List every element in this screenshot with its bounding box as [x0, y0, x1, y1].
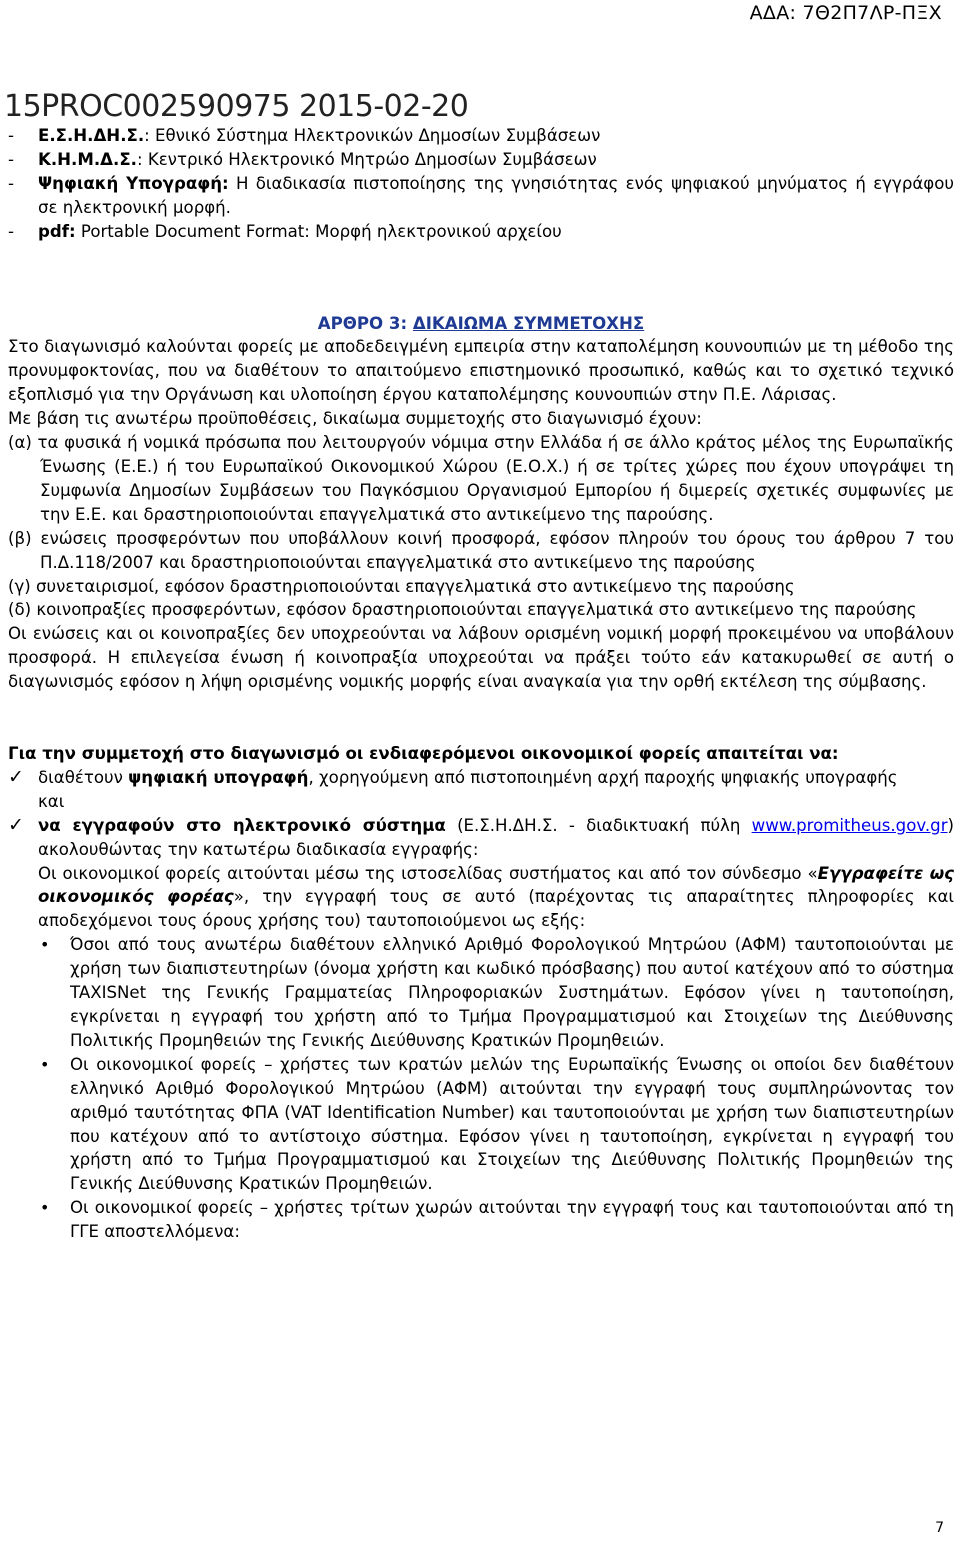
eligible-item: (δ) κοινοπραξίες προσφερόντων, εφόσον δραστηριοποιούνται επαγγελματικά στο αντικείμενο της παρούσης [8, 600, 917, 620]
dash-marker: - [8, 126, 14, 145]
bullet-text: Οι οικονομικοί φορείς – χρήστες των κρατών μελών της Ευρωπαϊκής Ένωσης οι οποίοι δεν διαθέτουν ελληνικό Αριθμό Φορολογικού Μητρώου (ΑΦΜ) αιτούνται την εγγραφή τους συμπληρώνοντας τον αριθμό ταυτότητας ΦΠΑ (VAT Identification Number) και ταυτοποιούνται με χρήση των διαπιστευτηρίων που κατέχουν από το αντίστοιχο σύστημα. Εφόσον γίνει η ταυτοποίηση, εγκρίνεται η εγγραφή του χρήστη από το Τμήμα Προγραμματισμού και Στοιχείων της Διεύθυνσης Πολιτικής Προμηθειών της Γενικής Διεύθυνσης Κρατικών Προμηθειών. [70, 1054, 954, 1194]
definition-text: Η διαδικασία πιστοποίησης της γνησιότητας ενός ψηφιακού μηνύματος ή εγγράφου σε ηλεκτρονική μορφή. [38, 173, 954, 217]
definition-item [8, 172, 954, 220]
eligibility-intro: Με βάση τις ανωτέρω προϋποθέσεις, δικαίωμα συμμετοχής στο διαγωνισμό έχουν: [8, 409, 702, 429]
bullet-text: Οι οικονομικοί φορείς – χρήστες τρίτων χωρών αιτούνται την εγγραφή τους και ταυτοποιούνται από τη ΓΓΕ αποστελλόμενα: [70, 1198, 954, 1242]
intro-paragraph: Στο διαγωνισμό καλούνται φορείς με αποδεδειγμένη εμπειρία στην καταπολέμηση κουνουπιών με τη μέθοδο της προνυμφοκτονίας, που να διαθέτουν το απαιτούμενο επιστημονικό προσωπικό, καθώς και το σχετικό τεχνικό εξοπλισμό για την Οργάνωση και υλοποίηση έργου καταπολέμησης κουνουπιών στην Π.Ε. Λάρισας. [8, 337, 954, 405]
requirement-text: (Ε.Σ.Η.ΔΗ.Σ. - διαδικτυακή πύλη [445, 815, 752, 835]
unions-paragraph: Οι ενώσεις και οι κοινοπραξίες δεν υποχρεούνται να λάβουν ορισμένη νομική μορφή προκειμένου να υποβάλουν προσφορά. Η επιλεγείσα ένωση ή κοινοπραξία υποχρεούται να πράξει τούτο εάν κατακυρωθεί σε αυτή ο διαγωνισμός εφόσον η λήψη ορισμένης νομικής μορφής είναι αναγκαία για την ορθή εκτέλεση της σύμβασης. [8, 624, 954, 692]
document-page [8, 124, 954, 1244]
bullet-text: Όσοι από τους ανωτέρω διαθέτουν ελληνικό Αριθμό Φορολογικού Μητρώου (ΑΦΜ) ταυτοποιούνται με χρήση των διαπιστευτηρίων (όνομα χρήστη και κωδικό πρόσβασης) που αυτοί κατέχουν από το σύστημα TAXISNet της Γενικής Γραμματείας Πληροφοριακών Συστημάτων. Εφόσον γίνει η ταυτοποίηση, εγκρίνεται η εγγραφή του χρήστη από το Τμήμα Προγραμματισμού και Στοιχείων της Διεύθυνσης Πολιτικής Προμηθειών της Γενικής Διεύθυνσης Κρατικών Προμηθειών. [70, 935, 954, 1050]
definition-item [8, 220, 954, 244]
requirement-signature [8, 766, 954, 790]
requirements-heading: Για την συμμετοχή στο διαγωνισμό οι ενδιαφερόμενοι οικονομικοί φορείς απαιτείται να: [8, 744, 839, 764]
definitions-list [8, 124, 954, 244]
definition-item [8, 148, 954, 172]
requirement-registration [8, 814, 954, 862]
protocol-watermark: 15PROC002590975 2015-02-20 [4, 89, 469, 124]
definition-term: Κ.Η.Μ.Δ.Σ. [38, 149, 137, 169]
bullet-icon: • [40, 1198, 50, 1218]
requirement-text: ) ακολουθώντας την κατωτέρω διαδικασία εγγραφής: [38, 815, 955, 859]
registration-text: », την εγγραφή τους σε αυτό (παρέχοντας τις απαραίτητες πληροφορίες και αποδεχόμενοι τους όρους χρήσης του) ταυτοποιούμενοι ως εξής: [38, 887, 955, 931]
requirement-text: διαθέτουν [38, 767, 129, 787]
definition-term: Ε.Σ.Η.ΔΗ.Σ. [38, 126, 145, 145]
dash-marker: - [8, 149, 14, 169]
identification-bullet [8, 1053, 954, 1196]
article-name: ΔΙΚΑΙΩΜΑ ΣΥΜΜΕΤΟΧΗΣ [412, 313, 645, 333]
page-number: 7 [935, 1520, 944, 1536]
requirement-emphasis: να εγγραφούν στο ηλεκτρονικό σύστημα [38, 815, 446, 835]
eligible-item: (γ) συνεταιρισμοί, εφόσον δραστηριοποιούνται επαγγελματικά στο αντικείμενο της παρούσης [8, 576, 795, 596]
definition-text: Portable Document Format: Μορφή ηλεκτρονικού αρχείου [75, 221, 562, 241]
requirement-emphasis: ψηφιακή υπογραφή [128, 767, 309, 787]
bullet-icon: • [40, 1054, 50, 1074]
ada-code: ΑΔΑ: 7Θ2Π7ΛΡ-ΠΞΧ [749, 2, 942, 24]
definition-term: Ψηφιακή Υπογραφή: [38, 173, 229, 193]
article-title [8, 312, 954, 336]
bullet-icon: • [40, 935, 50, 955]
registration-description [8, 862, 954, 934]
eligible-item: (α) τα φυσικά ή νομικά πρόσωπα που λειτουργούν νόμιμα στην Ελλάδα ή σε άλλο κράτος μέλος της Ευρωπαϊκής Ένωσης (Ε.Ε.) ή του Ευρωπαϊκού Οικονομικού Χώρου (Ε.Ο.Χ.) ή σε τρίτες χώρες που έχουν υπογράψει τη Συμφωνία Δημοσίων Συμβάσεων του Παγκόσμιου Οργανισμού Εμπορίου ή διμερείς σχετικές συμφωνίες με την Ε.Ε. και δραστηριοποιούνται επαγγελματικά στο αντικείμενο της παρούσης. [8, 433, 954, 524]
identification-bullet [8, 933, 954, 1053]
conjunction: και [38, 791, 65, 811]
registration-text: Οι οικονομικοί φορείς αιτούνται μέσω της ιστοσελίδας συστήματος και από τον σύνδεσμο « [38, 863, 818, 883]
definition-text: : Εθνικό Σύστημα Ηλεκτρονικών Δημοσίων Συμβάσεων [144, 126, 601, 145]
definition-item [8, 124, 954, 148]
definition-term: pdf: [38, 221, 76, 241]
checkmark-icon: ✓ [8, 813, 24, 836]
requirement-text: , χορηγούμενη από πιστοποιημένη αρχή παροχής ψηφιακής υπογραφής [308, 767, 898, 787]
dash-marker: - [8, 173, 14, 193]
eligible-item: (β) ενώσεις προσφερόντων που υποβάλλουν κοινή προσφορά, εφόσον πληρούν του όρους του άρθρου 7 του Π.Δ.118/2007 και δραστηριοποιούνται επαγγελματικά στο αντικείμενο της παρούσης [8, 528, 954, 572]
dash-marker: - [8, 221, 14, 241]
checkmark-icon: ✓ [8, 765, 24, 788]
definition-text: : Κεντρικό Ηλεκτρονικό Μητρώο Δημοσίων Συμβάσεων [136, 149, 597, 169]
register-as-economic-operator: Εγγραφείτε ως οικονομικός φορέας [38, 863, 954, 907]
promitheus-link[interactable]: www.promitheus.gov.gr [751, 815, 948, 835]
identification-bullet [8, 1196, 954, 1244]
article-prefix: ΑΡΘΡΟ 3: [317, 313, 413, 333]
